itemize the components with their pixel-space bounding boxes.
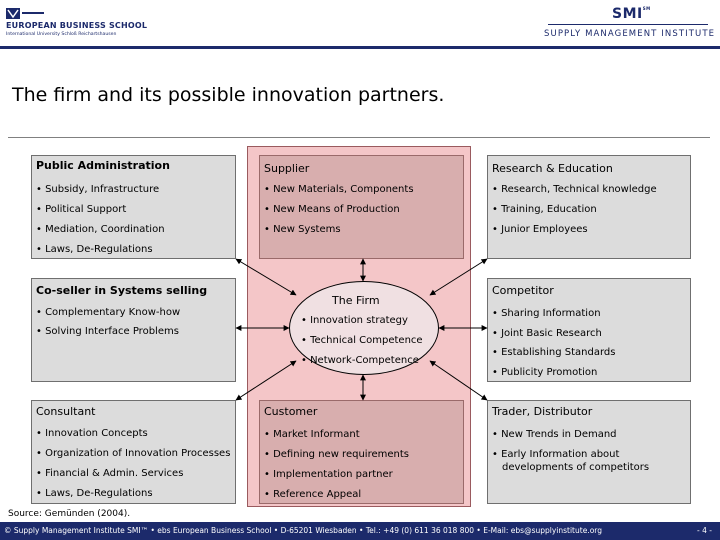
the-firm-title: The Firm <box>332 294 380 307</box>
list-item: • New Means of Production <box>264 204 400 215</box>
page-number: - 4 - <box>697 526 712 535</box>
list-item: • Political Support <box>36 204 127 215</box>
list-item: • New Materials, Components <box>264 184 414 195</box>
list-item: • Subsidy, Infrastructure <box>36 184 160 195</box>
arrow-public-administration <box>236 259 296 295</box>
list-item: • Early Information about <box>492 449 620 460</box>
firm-item: • Innovation strategy <box>301 315 408 326</box>
list-item: developments of competitors <box>502 462 650 473</box>
box-title: Public Administration <box>36 159 170 172</box>
list-item: • Research, Technical knowledge <box>492 184 657 195</box>
arrow-consultant <box>236 361 296 400</box>
slide-footer <box>0 522 720 540</box>
list-item: • Laws, De-Regulations <box>36 244 153 255</box>
source-note: Source: Gemünden (2004). <box>8 509 131 519</box>
list-item: • Complementary Know-how <box>36 307 181 318</box>
list-item: • Training, Education <box>492 204 597 215</box>
arrow-trader <box>430 361 487 400</box>
box-title: Customer <box>264 405 318 418</box>
list-item: • Market Informant <box>264 429 360 440</box>
list-item: • Implementation partner <box>264 469 393 480</box>
box-title: Supplier <box>264 162 310 175</box>
box-title: Consultant <box>36 405 96 418</box>
firm-item: • Technical Competence <box>301 335 423 346</box>
list-item: • Innovation Concepts <box>36 428 148 439</box>
ebs-name: EUROPEAN BUSINESS SCHOOL <box>6 21 148 30</box>
list-item: • Establishing Standards <box>492 347 616 358</box>
list-item: • Publicity Promotion <box>492 367 598 378</box>
box-title: Research & Education <box>492 162 613 175</box>
list-item: • Mediation, Coordination <box>36 224 165 235</box>
box-title: Trader, Distributor <box>492 405 593 418</box>
list-item: • Reference Appeal <box>264 489 362 500</box>
slide-title: The firm and its possible innovation partners. <box>12 84 445 106</box>
ebs-subtitle: International University Schloß Reichartshausen <box>6 32 117 37</box>
list-item: • Organization of Innovation Processes <box>36 448 231 459</box>
list-item: • Joint Basic Research <box>492 328 602 339</box>
footer-text: © Supply Management Institute SMI™ • ebs European Business School • D-65201 Wiesbaden • Tel.: +49 (0) 611 36 018 800 • E-Mail: ebs@supplyinstitute.org <box>4 526 602 535</box>
list-item: • Laws, De-Regulations <box>36 488 153 499</box>
list-item: • Financial & Admin. Services <box>36 468 184 479</box>
list-item: • Defining new requirements <box>264 449 409 460</box>
box-title: Co-seller in Systems selling <box>36 284 208 297</box>
list-item: • Sharing Information <box>492 308 601 319</box>
list-item: • Solving Interface Problems <box>36 326 179 337</box>
firm-item: • Network-Competence <box>301 355 419 366</box>
smi-name: SUPPLY MANAGEMENT INSTITUTE <box>544 29 716 39</box>
list-item: • New Trends in Demand <box>492 429 617 440</box>
box-title: Competitor <box>492 284 554 297</box>
arrow-research <box>430 259 487 295</box>
list-item: • New Systems <box>264 224 341 235</box>
smi-mark: SMI℠ <box>612 6 651 22</box>
list-item: • Junior Employees <box>492 224 588 235</box>
